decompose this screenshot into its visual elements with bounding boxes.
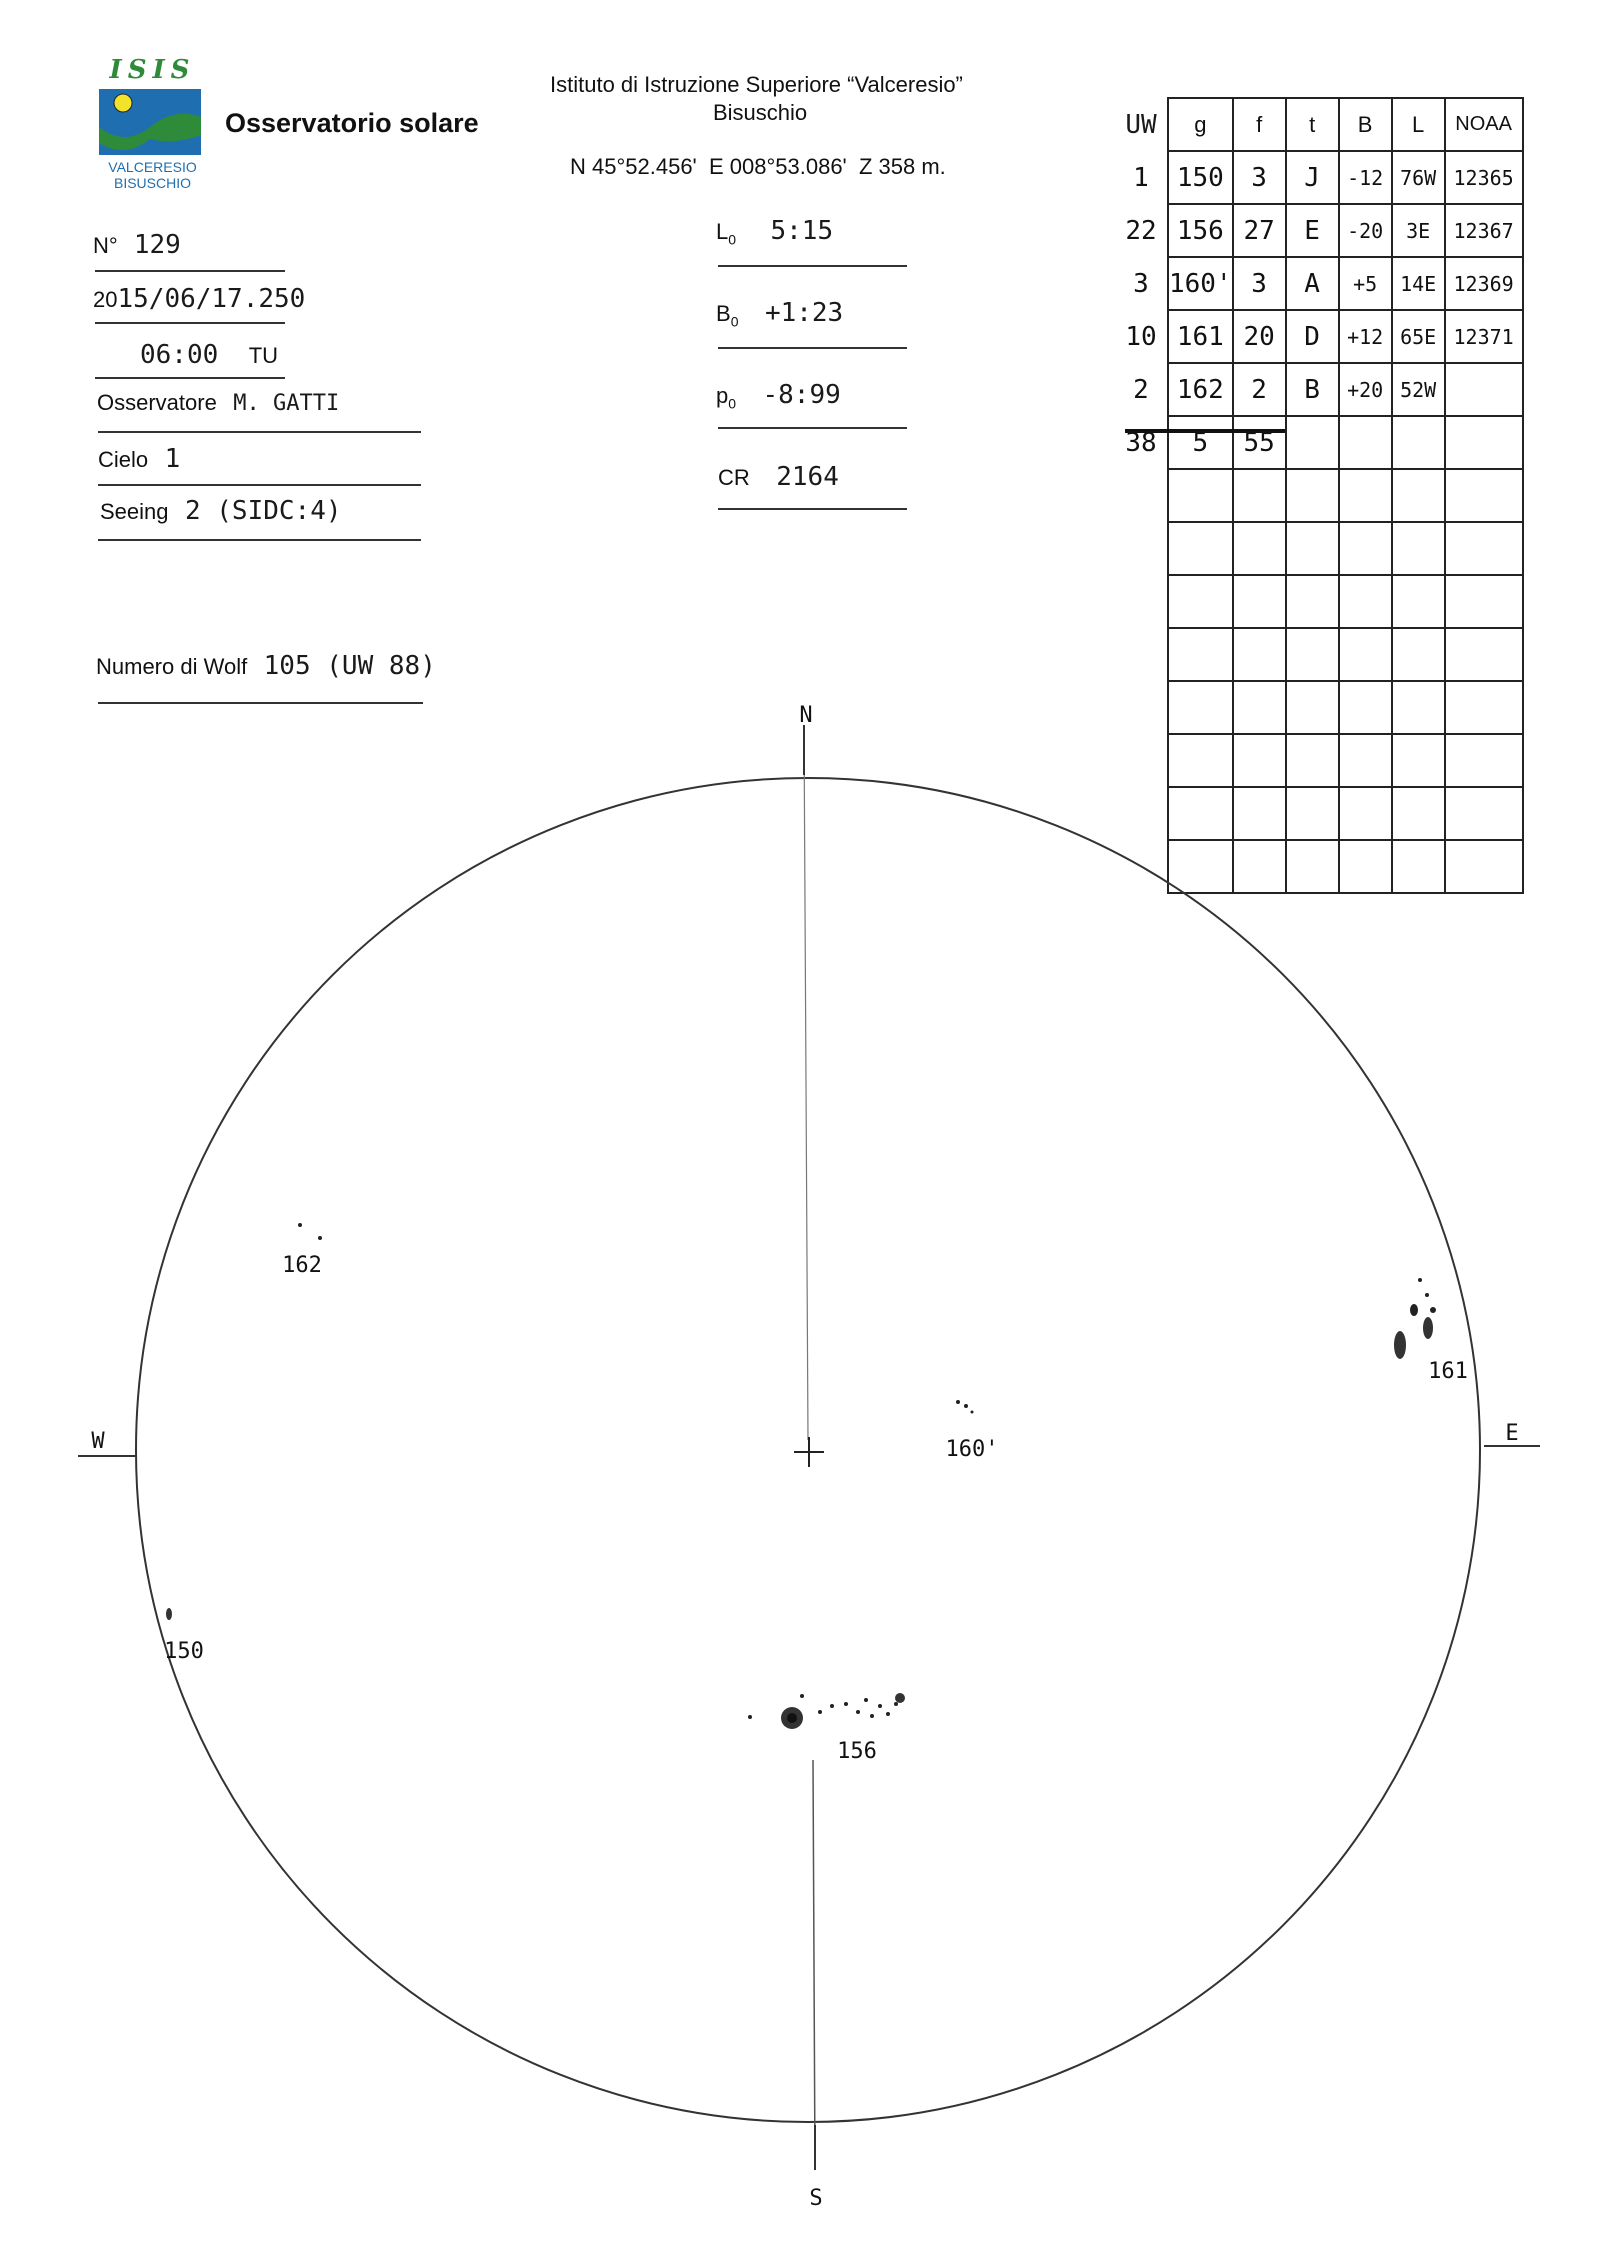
center-cross-icon — [794, 1437, 824, 1467]
south-label: S — [809, 2186, 823, 2211]
table-cell: 5 — [1168, 416, 1233, 469]
table-cell: -20 — [1339, 204, 1392, 257]
column-header: g — [1168, 98, 1233, 151]
observatory-coordinates: N 45°52.456' E 008°53.086' Z 358 m. — [570, 154, 946, 179]
spots-group-150 — [166, 1608, 172, 1620]
table-cell: E — [1286, 204, 1339, 257]
seeing-value: 2 (SIDC:4) — [184, 496, 342, 526]
table-cell: 12367 — [1445, 204, 1523, 257]
table-cell: -12 — [1339, 151, 1392, 204]
east-label: E — [1505, 1421, 1519, 1446]
sky-value: 1 — [164, 444, 181, 474]
table-cell: 161 — [1168, 310, 1233, 363]
b0-label: $B_0$ — [716, 301, 739, 330]
table-cell: 3 — [1233, 151, 1286, 204]
table-cell: 156 — [1168, 204, 1233, 257]
observer-value: M. GATTI — [233, 391, 340, 416]
column-header: f — [1233, 98, 1286, 151]
table-cell: 20 — [1233, 310, 1286, 363]
north-label: N — [799, 703, 813, 728]
ns-axis-south — [813, 1760, 815, 2170]
table-cell: 14E — [1392, 257, 1445, 310]
b0-value: +1:23 — [764, 298, 844, 328]
column-header: L — [1392, 98, 1445, 151]
date-prefix: 20 — [93, 287, 118, 312]
table-cell: 22 — [1125, 215, 1157, 246]
wolf-number-label: Numero di Wolf — [96, 654, 248, 679]
table-cell: +12 — [1339, 310, 1392, 363]
school-town: Bisuschio — [713, 100, 808, 125]
cr-label: CR — [718, 465, 750, 490]
table-cell: 12365 — [1445, 151, 1523, 204]
table-cell: 2 — [1233, 363, 1286, 416]
number-value: 129 — [133, 230, 181, 260]
column-header: B — [1339, 98, 1392, 151]
west-label: W — [91, 1429, 105, 1454]
table-cell: 3 — [1233, 257, 1286, 310]
l0-value: 5:15 — [770, 216, 834, 246]
table-cell: 2 — [1133, 374, 1149, 405]
table-cell: B — [1286, 363, 1339, 416]
group-label-156: 156 — [837, 1739, 877, 1764]
column-header: UW — [1125, 109, 1157, 140]
table-cell: 38 — [1125, 427, 1157, 458]
logo-wordmark: ISIS — [109, 55, 196, 85]
table-cell: +5 — [1339, 257, 1392, 310]
table-cell: +20 — [1339, 363, 1392, 416]
date-value: 15/06/17.250 — [117, 284, 306, 314]
table-cell: 65E — [1392, 310, 1445, 363]
table-cell: 162 — [1168, 363, 1233, 416]
spots-group-160 — [956, 1400, 974, 1414]
cr-value: 2164 — [776, 462, 839, 492]
group-label-162: 162 — [282, 1253, 322, 1278]
time-value: 06:00 — [140, 340, 219, 370]
table-cell: 160' — [1168, 257, 1233, 310]
table-cell: D — [1286, 310, 1339, 363]
table-cell: 55 — [1233, 416, 1286, 469]
group-label-160: 160' — [945, 1437, 999, 1462]
school-name: Istituto di Istruzione Superiore “Valceresio” — [550, 72, 963, 97]
group-label-150: 150 — [164, 1639, 204, 1664]
table-cell: 10 — [1125, 321, 1157, 352]
table-cell: 1 — [1133, 162, 1149, 193]
column-header: NOAA — [1445, 98, 1523, 151]
table-cell: 52W — [1392, 363, 1445, 416]
l0-label: $L_0$ — [716, 219, 737, 248]
table-cell: J — [1286, 151, 1339, 204]
spots-group-162 — [298, 1223, 322, 1240]
time-unit: TU — [248, 343, 279, 368]
table-cell: 150 — [1168, 151, 1233, 204]
number-label: N° — [93, 233, 118, 258]
observer-label: Osservatore — [97, 390, 217, 415]
table-cell: 12371 — [1445, 310, 1523, 363]
p0-value: -8:99 — [762, 380, 841, 410]
table-cell: 3E — [1392, 204, 1445, 257]
ns-axis-north — [804, 727, 808, 1440]
group-label-161: 161 — [1428, 1359, 1468, 1384]
logo-sub-2: BISUSCHIO — [113, 175, 191, 191]
logo-sub-1: VALCERESIO — [108, 159, 197, 175]
table-cell: 27 — [1233, 204, 1286, 257]
table-cell: 3 — [1133, 268, 1149, 299]
spots-group-156 — [748, 1693, 905, 1729]
spots-group-161 — [1394, 1278, 1436, 1359]
p0-label: $p_0$ — [716, 383, 737, 412]
page-title: Osservatorio solare — [225, 108, 479, 138]
sky-label: Cielo — [98, 447, 149, 472]
wolf-number-value: 105 (UW 88) — [263, 651, 436, 681]
table-cell: 12369 — [1445, 257, 1523, 310]
column-header: t — [1286, 98, 1339, 151]
seeing-label: Seeing — [100, 499, 169, 524]
table-cell: 76W — [1392, 151, 1445, 204]
table-cell: A — [1286, 257, 1339, 310]
